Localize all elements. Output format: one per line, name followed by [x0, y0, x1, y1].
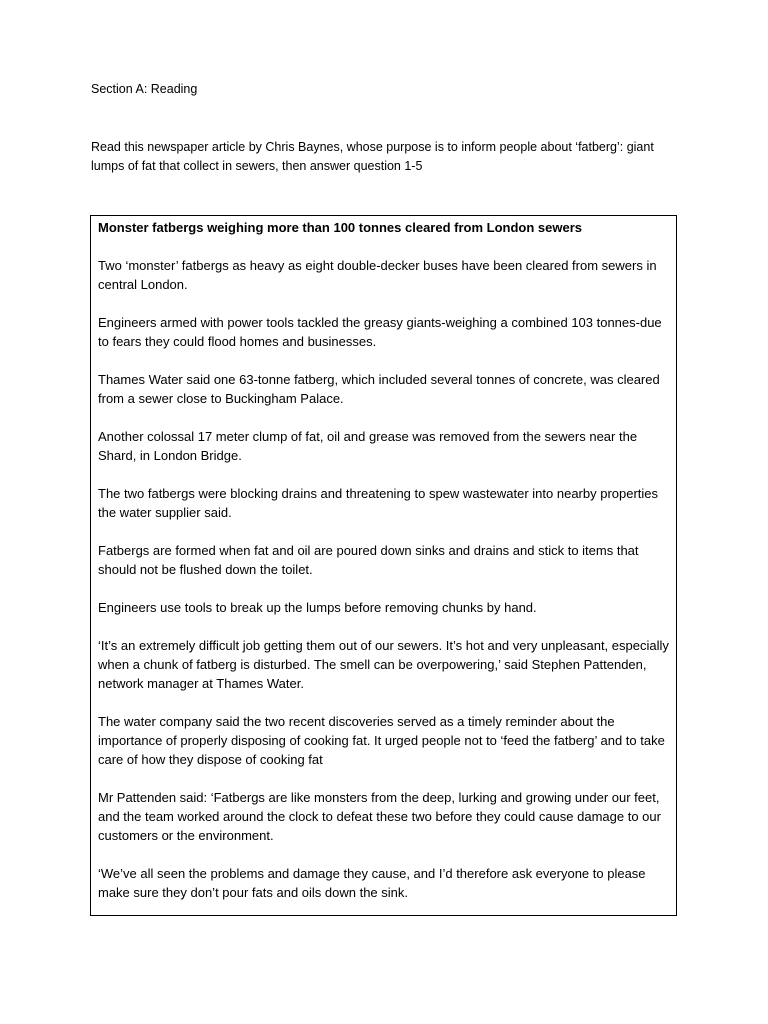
article-paragraph: Two ‘monster’ fatbergs as heavy as eight double-decker buses have been cleared from sewers in central London.	[98, 258, 657, 292]
article-paragraph: The two fatbergs were blocking drains and threatening to spew wastewater into nearby properties the water supplier said.	[98, 486, 659, 520]
article-paragraph: ‘We’ve all seen the problems and damage they cause, and I’d therefore ask everyone to please make sure they don’t pour fats and oils down the sink.	[98, 866, 646, 900]
section-heading: Section A: Reading	[91, 82, 198, 96]
article-paragraph: Engineers armed with power tools tackled the greasy giants-weighing a combined 103 tonnes-due to fears they could flood homes and businesses.	[98, 315, 662, 349]
article-title: Monster fatbergs weighing more than 100 tonnes cleared from London sewers	[98, 220, 582, 235]
article-paragraph: Fatbergs are formed when fat and oil are poured down sinks and drains and stick to items that should not be flushed down the toilet.	[98, 543, 639, 577]
article-paragraph: Another colossal 17 meter clump of fat, oil and grease was removed from the sewers near the Shard, in London Bridge.	[98, 429, 638, 463]
article-paragraph: Engineers use tools to break up the lumps before removing chunks by hand.	[98, 600, 537, 615]
article-paragraph: Mr Pattenden said: ‘Fatbergs are like monsters from the deep, lurking and growing under our feet, and the team worked around the clock to defeat these two before they could cause damage to our customers or the environment.	[98, 790, 661, 843]
article-paragraph: Thames Water said one 63-tonne fatberg, which included several tonnes of concrete, was cleared from a sewer close to Buckingham Palace.	[98, 372, 660, 406]
article-paragraph: ‘It’s an extremely difficult job getting them out of our sewers. It’s hot and very unpleasant, especially when a chunk of fatberg is disturbed. The smell can be overpowering,’ said Stephen Pattenden, network manager at Thames Water.	[98, 638, 669, 691]
article-box	[90, 215, 677, 916]
article-paragraph: The water company said the two recent discoveries served as a timely reminder about the importance of properly disposing of cooking fat. It urged people not to ‘feed the fatberg’ and to take care of how they dispose of cooking fat	[98, 714, 665, 767]
intro-instructions: Read this newspaper article by Chris Baynes, whose purpose is to inform people about ‘fatberg’: giant lumps of fat that collect in sewers, then answer question 1-5	[91, 140, 654, 173]
